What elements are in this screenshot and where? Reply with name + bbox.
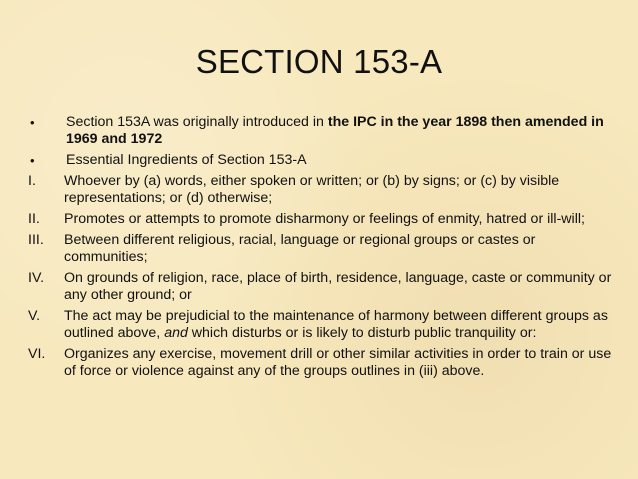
list-marker: V. [28, 308, 41, 324]
list-item [28, 308, 613, 342]
list-item [28, 270, 613, 304]
list-item [28, 173, 613, 207]
list-marker: I. [28, 173, 36, 189]
slide-title: SECTION 153-A [195, 43, 443, 80]
list-text: Promotes or attempts to promote disharmony or feelings of enmity, hatred or ill-will; [64, 211, 585, 227]
bullet-text-plain: Section 153A was originally introduced in [66, 114, 328, 130]
bullet-item [28, 152, 613, 169]
list-item [28, 346, 613, 380]
list-text-italic: and [164, 325, 188, 341]
list-marker: IV. [28, 270, 45, 286]
list-item [28, 211, 613, 228]
slide-content [28, 114, 613, 384]
list-text: Organizes any exercise, movement drill or other similar activities in order to train or use of force or violence against any of the groups outlines in (iii) above. [64, 346, 612, 379]
list-marker: III. [28, 232, 44, 248]
bullet-item [28, 114, 613, 148]
bullet-text [66, 114, 613, 148]
bullet-icon: • [30, 115, 35, 130]
list-text: Whoever by (a) words, either spoken or written; or (b) by signs; or (c) by visible representations; or (d) otherwise; [64, 173, 560, 206]
list-marker: II. [28, 211, 40, 227]
list-text-after: which disturbs or is likely to disturb public tranquility or: [187, 325, 537, 341]
list-item [28, 232, 613, 266]
bullet-text: Essential Ingredients of Section 153-A [66, 152, 307, 168]
list-text [64, 308, 613, 342]
list-marker: VI. [28, 346, 46, 362]
bullet-icon: • [30, 153, 35, 168]
bullet-text-bold: the IPC in the year 1898 then amended in 1969 and 1972 [66, 114, 604, 147]
list-text: On grounds of religion, race, place of birth, residence, language, caste or community or any other ground; or [64, 270, 612, 303]
list-text: Between different religious, racial, language or regional groups or castes or communities; [64, 232, 536, 265]
list-text-before: The act may be prejudicial to the maintenance of harmony between different groups as outlined above, [64, 308, 608, 341]
